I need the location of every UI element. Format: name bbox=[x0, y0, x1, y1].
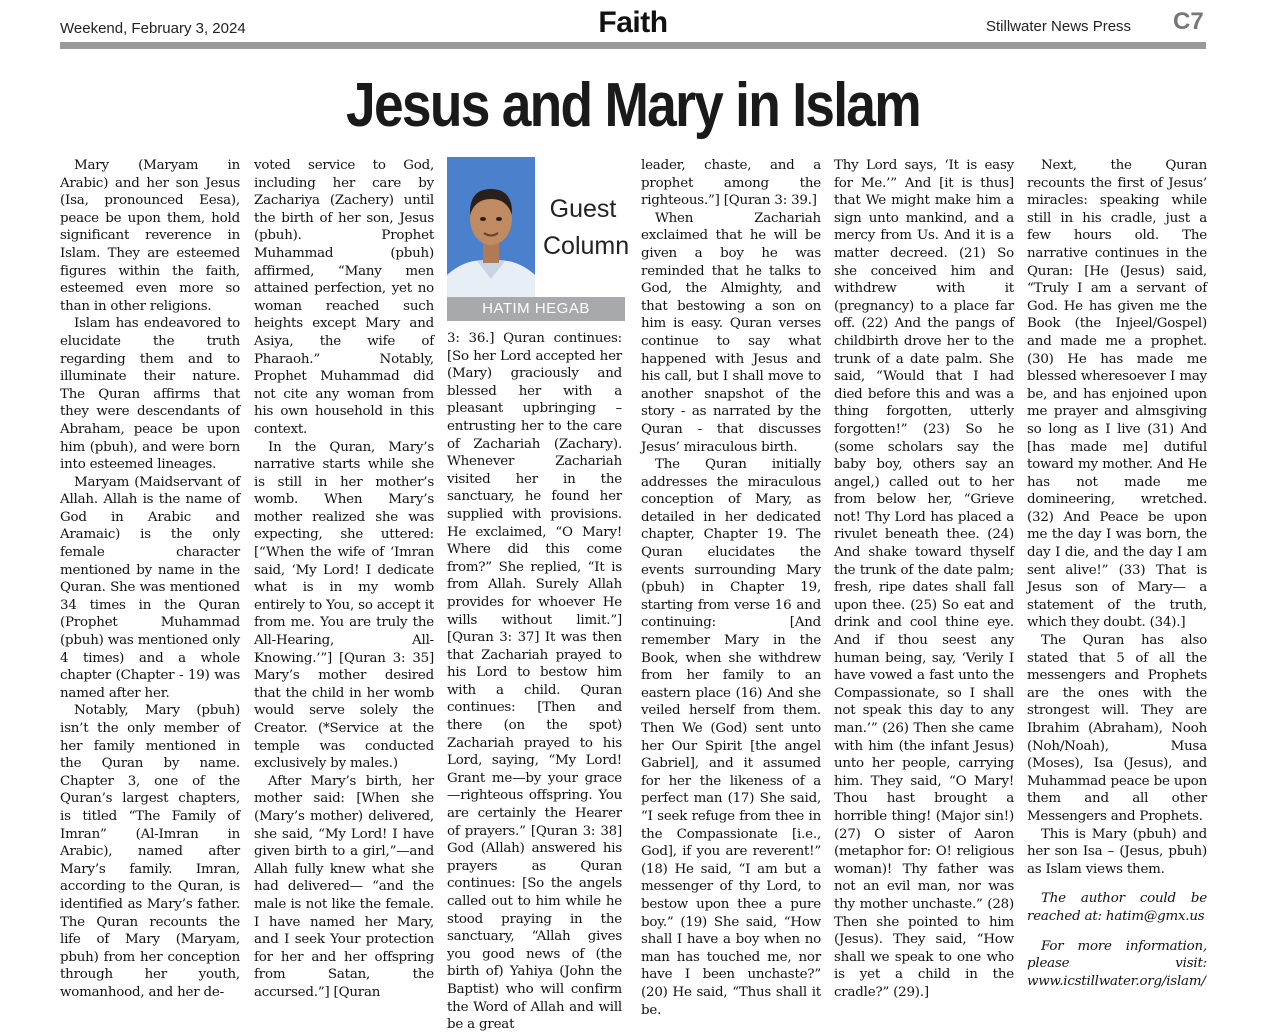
paragraph: In the Quran, Mary’s narrative starts while she is still in her mother’s womb. When Mary’s mother realized she was expecting, she uttered: [“When the wife of ‘Imran said, ‘My Lord! I dedicate what is in my womb entirely to You, so accept it from me. You are truly the All-Hearing, All-Knowing.’”] [Quran 3: 35] Mary’s mother desired that the child in her womb would serve solely the Creator. (*Service at the temple was conducted exclusively by males.) bbox=[254, 439, 434, 772]
article-column-1 bbox=[60, 157, 240, 1002]
article-column-4 bbox=[641, 157, 821, 1019]
header-rule bbox=[60, 42, 1206, 49]
paragraph: When Zachariah exclaimed that he will be given a boy he was reminded that he talks to God, the Almighty, and that bestowing a son on him is easy. Quran verses continue to say what happened with Jesus and his call, but I shall move to another snapshot of the story - as narrated by the Quran - that discusses Jesus’ miraculous birth. bbox=[641, 210, 821, 455]
paragraph: voted service to God, including her care by Zachariya (Zachery) until the birth of her son, Jesus (pbuh). Prophet Muhammad (pbuh) affirmed, “Many men attained perfection, yet no woman reached such heights except Mary and Asiya, the wife of Pharaoh.” Notably, Prophet Muhammad did not cite any woman from his own household in this context. bbox=[254, 158, 434, 437]
issue-date: Weekend, February 3, 2024 bbox=[60, 20, 246, 37]
paragraph: This is Mary (pbuh) and her son Isa – (Jesus, pbuh) as Islam views them. bbox=[1027, 826, 1207, 877]
paragraph: Maryam (Maidservant of Allah. Allah is the name of God in Arabic and Aramaic) is the only female character mentioned by name in the Quran. She was mentioned 34 times in the Quran (Prophet Muhammad (pbuh) was mentioned only 4 times) and a whole chapter (Chapter - 19) was named after her. bbox=[60, 474, 240, 701]
paragraph: The Quran initially addresses the miraculous conception of Mary, as detailed in her dedicated chapter, Chapter 19. The Quran elucidates the events surrounding Mary (pbuh) in Chapter 19, starting from verse 16 and continuing: [And remember Mary in the Book, when she withdrew from her family to an eastern place (16) And she veiled herself from them. Then We (God) sent unto her Our Spirit [the angel Gabriel], and it assumed for her the likeness of a perfect man (17) She said, “I seek refuge from thee in the Compassionate [i.e., God], if you are reverent!” (18) He said, “I am but a messenger of thy Lord, to bestow upon thee a pure boy.” (19) She said, “How shall I have a boy when no man has touched me, nor have I been unchaste?” (20) He said, “Thus shall it be. bbox=[641, 457, 821, 1018]
article-column-3 bbox=[447, 330, 622, 1034]
more-info-note: For more information, please visit: www.icstillwater.org/islam/ bbox=[1027, 938, 1207, 989]
paragraph: Mary (Maryam in Arabic) and her son Jesus (Isa, pronounced Eesa), peace be upon them, hold significant reverence in Islam. They are esteemed figures within the faith, esteemed even more so than in other religions. bbox=[60, 158, 240, 314]
section-title: Faith bbox=[598, 6, 668, 39]
paragraph: The Quran has also stated that 5 of all the messengers and Prophets are the ones with the strongest will. They are Ibrahim (Abraham), Nooh (Noh/Noah), Musa (Moses), Isa (Jesus), and Muhammad peace be upon them and all other Messengers and Prophets. bbox=[1027, 633, 1207, 824]
article-headline: Jesus and Mary in Islam bbox=[346, 71, 920, 140]
author-photo bbox=[447, 157, 535, 297]
article-column-6 bbox=[1027, 157, 1207, 990]
newspaper-name: Stillwater News Press bbox=[986, 18, 1132, 35]
article-column-5 bbox=[834, 157, 1014, 1002]
author-name: HATIM HEGAB bbox=[447, 297, 625, 321]
guest-column-box bbox=[447, 157, 630, 323]
paragraph: After Mary’s birth, her mother said: [When she (Mary’s mother) delivered, she said, “My Lord! I have given birth to a girl,”—and Allah fully knew what she had delivered— “and the male is not like the female. I have named her Mary, and I seek Your protection for her and her offspring from Satan, the accursed.”] [Quran bbox=[254, 773, 434, 1000]
article-column-2 bbox=[254, 157, 434, 1002]
paragraph: Next, the Quran recounts the first of Jesus’ miracles: speaking while still in his cradle, just a few hours old. The narrative continues in the Quran: [He (Jesus) said, “Truly I am a servant of God. He has given me the Book (the Injeel/Gospel) and made me a prophet. (30) He has made me blessed wheresoever I may be, and has enjoined upon me prayer and almsgiving so long as I live (31) And [has made me] dutiful toward my mother. And He has not made me domineering, wretched. (32) And Peace be upon me the day I was born, the day I die, and the day I am sent alive!” (33) That is Jesus son of Mary— a statement of the truth, which they doubt. (34).] bbox=[1027, 158, 1207, 631]
page-number: C7 bbox=[1173, 8, 1204, 35]
author-contact-note: The author could be reached at: hatim@gmx.us bbox=[1027, 891, 1207, 924]
guest-column-label bbox=[543, 191, 630, 265]
guest-label-line: Guest bbox=[549, 195, 617, 223]
column-label-line: Column bbox=[543, 232, 630, 260]
paragraph: 3: 36.] Quran continues: [So her Lord accepted her (Mary) graciously and blessed her with a pleasant upbringing – entrusting her to the care of Zachariah (Zachary). Whenever Zachariah visited her in the sanctuary, he found her supplied with provisions. He exclaimed, “O Mary! Where did this come from?” She replied, “It is from Allah. Surely Allah provides for whoever He wills without limit.”] [Quran 3: 37] It was then that Zachariah prayed to his Lord to bestow him with a child. Quran continues: [Then and there (on the spot) Zachariah prayed to his Lord, saying, “My Lord! Grant me—by your grace—righteous offspring. You are certainly the Hearer of prayers.” [Quran 3: 38] God (Allah) answered his prayers as Quran continues: [So the angels called out to him while he stood praying in the sanctuary, “Allah gives you good news of (the birth of) Yahiya (John the Baptist) who will confirm the Word of Allah and will be a great bbox=[447, 331, 622, 1033]
paragraph: Thy Lord says, ‘It is easy for Me.’” And [it is thus] that We might make him a sign unto mankind, and a mercy from Us. And it is a matter decreed. (21) So she conceived him and withdrew with it (pregnancy) to a place far off. (22) And the pangs of childbirth drove her to the trunk of a date palm. She said, “Would that I had died before this and was a thing forgotten, utterly forgotten!” (23) So he (some scholars say the baby boy, others say an angel,) called out to her from below her, “Grieve not! Thy Lord has placed a rivulet beneath thee. (24) And shake toward thyself the trunk of the date palm; fresh, ripe dates shall fall upon thee. (25) So eat and drink and cool thine eye. And if thou seest any human being, say, ‘Verily I have vowed a fast unto the Compassionate, so I shall not speak this day to any man.’” (26) Then she came with him (the infant Jesus) unto her people, carrying him. They said, “O Mary! Thou hast brought a horrible thing! (Major sin!) (27) O sister of Aaron (metaphor for: O! religious woman)! Thy father was not an evil man, nor was thy mother unchaste.” (28) Then she pointed to him (Jesus). They said, “How shall we speak to one who is yet a child in the cradle?” (29).] bbox=[834, 158, 1014, 1000]
paragraph: Islam has endeavored to elucidate the truth regarding them and to illuminate their nature. The Quran affirms that they were descendants of Abraham, peace be upon him (pbuh), and were born into esteemed lineages. bbox=[60, 316, 240, 473]
paragraph: leader, chaste, and a prophet among the righteous.”] [Quran 3: 39.] bbox=[641, 158, 821, 209]
paragraph: Notably, Mary (pbuh) isn’t the only member of her family mentioned in the Quran by name. Chapter 3, one of the Quran’s largest chapters, is titled “The Family of Imran” (Al-Imran in Arabic), named after Mary’s family. Imran, according to the Quran, is identified as Mary’s father. The Quran recounts the life of Mary (Maryam, pbuh) from her conception through her youth, womanhood, and her de- bbox=[60, 703, 240, 1000]
